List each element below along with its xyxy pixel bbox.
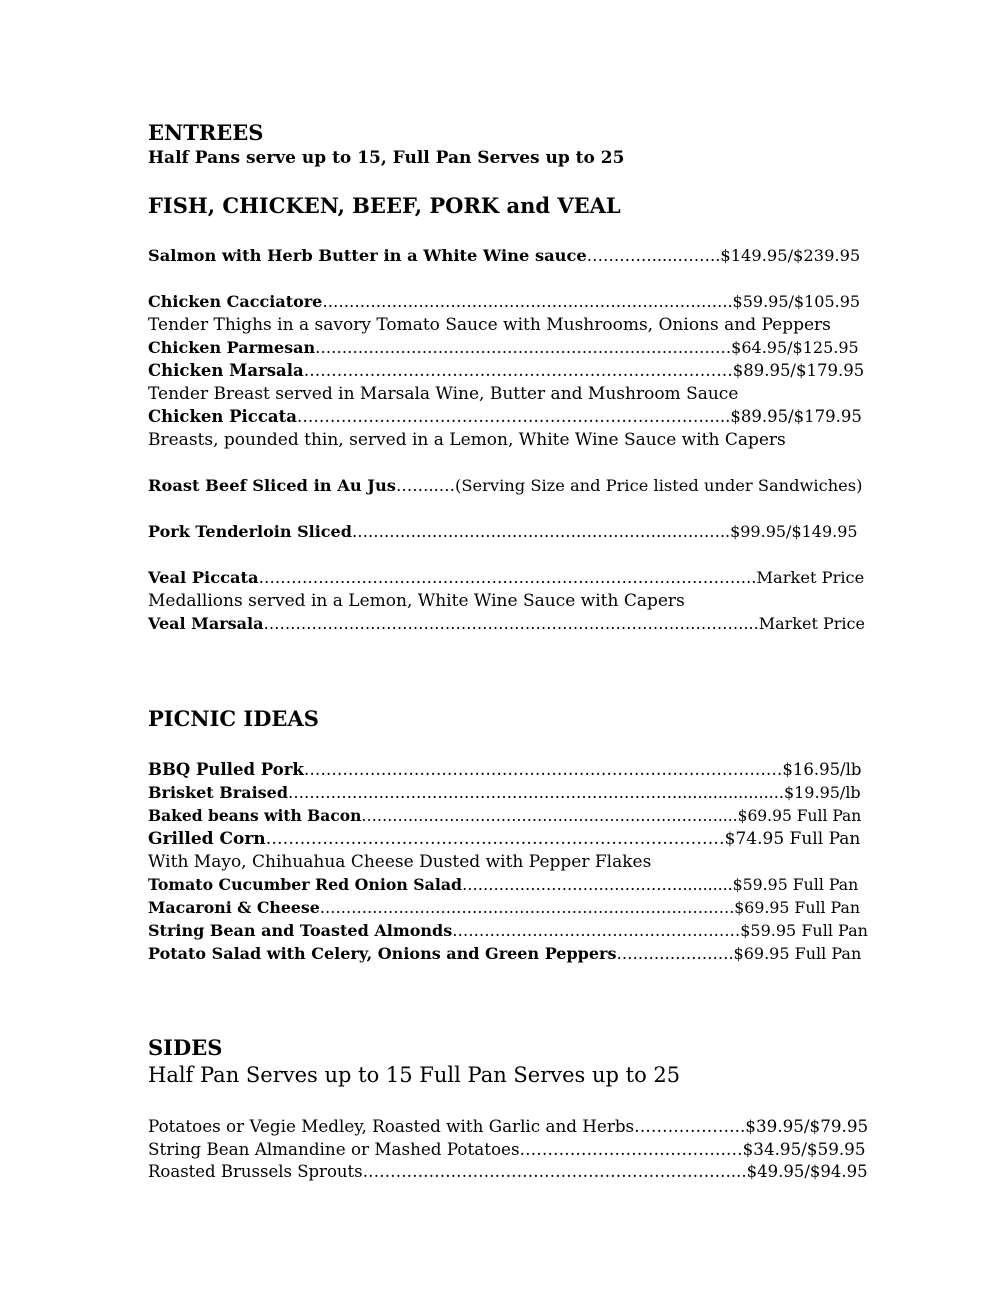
item-description: Tender Thighs in a savory Tomato Sauce with Mushrooms, Onions and Peppers	[148, 315, 831, 335]
item-name: Roast Beef Sliced in Au Jus	[148, 476, 396, 495]
item-name: Chicken Marsala	[148, 361, 304, 380]
item-name: Potato Salad with Celery, Onions and Green Peppers	[148, 944, 617, 963]
sides-heading: SIDES	[148, 1035, 223, 1060]
item-price: ……………………………………………………………………$64.95/$125.95	[315, 338, 859, 357]
item-name: Salmon with Herb Butter in a White Wine sauce	[148, 246, 587, 265]
item-price: ……………………………………………………………....$69.95 Full Pan	[361, 807, 862, 825]
item-price: ……………………………………..........$59.95 Full Pan	[462, 875, 859, 894]
item-price: ……………………………………………………………………………$16.95/lb	[303, 760, 862, 779]
item-name: Chicken Parmesan	[148, 338, 316, 357]
item-price: ……..…(Serving Size and Price listed under Sandwiches)	[395, 476, 863, 495]
entrees-subtitle: Half Pans serve up to 15, Full Pan Serves up to 25	[148, 148, 625, 168]
menu-item	[148, 897, 860, 919]
item-name: Chicken Cacciatore	[148, 292, 323, 311]
item-price: …………………………………………………………………….$69.95 Full Pan	[319, 898, 860, 917]
menu-item	[148, 943, 861, 965]
menu-item	[148, 475, 862, 497]
item-name: Macaroni & Cheese	[148, 898, 320, 917]
item-price: …………………………………………………………………....$89.95/$179.95	[296, 407, 862, 426]
item-name: String Bean and Toasted Almonds	[148, 921, 453, 940]
side-item: String Bean Almandine or Mashed Potatoes……………………………….…$34.95/$59.95	[148, 1139, 866, 1159]
item-name: Brisket Braised	[148, 783, 289, 802]
menu-item	[148, 291, 860, 313]
item-price: ……………………………………………………………………$89.95/$179.95	[303, 361, 865, 380]
menu-item	[148, 782, 861, 804]
item-name: Pork Tenderloin Sliced	[148, 522, 352, 541]
picnic-heading: PICNIC IDEAS	[148, 706, 319, 731]
item-price: ………………….$69.95 Full Pan	[616, 944, 862, 963]
item-name: Tomato Cucumber Red Onion Salad	[148, 875, 463, 894]
item-name: Veal Marsala	[148, 614, 264, 633]
menu-item	[148, 920, 868, 942]
item-name: Baked beans with Bacon	[148, 806, 362, 825]
item-price: …………………………………………………………………..$59.95/$105.95	[322, 292, 861, 311]
item-name: BBQ Pulled Pork	[148, 760, 304, 779]
item-price: ………………………………………………………………………………..Market Price	[258, 568, 865, 587]
item-description: Tender Breast served in Marsala Wine, Butter and Mushroom Sauce	[148, 384, 739, 404]
entrees-heading: ENTREES	[148, 120, 264, 145]
item-price: ………………………………………………………………………………...Market Price	[263, 614, 865, 633]
menu-item	[148, 805, 861, 827]
menu-item	[148, 874, 858, 896]
menu-item	[148, 828, 860, 850]
menu-item	[148, 337, 859, 359]
item-price: ………………………………………………$59.95 Full Pan	[452, 921, 868, 940]
menu-item	[148, 406, 862, 428]
menu-item	[148, 521, 858, 543]
item-description: With Mayo, Chihuahua Cheese Dusted with Pepper Flakes	[148, 852, 652, 872]
entrees-category-heading: FISH, CHICKEN, BEEF, PORK and VEAL	[148, 193, 621, 218]
item-price: ……………………………………………………………..$99.95/$149.95	[351, 522, 858, 541]
menu-item	[148, 613, 865, 635]
menu-item	[148, 360, 864, 382]
item-description: Medallions served in a Lemon, White Wine Sauce with Capers	[148, 591, 685, 611]
menu-item	[148, 759, 861, 781]
item-name: Chicken Piccata	[148, 407, 297, 426]
menu-item	[148, 567, 864, 589]
item-price: ………….....……..$149.95/$239.95	[586, 246, 861, 265]
side-item: Roasted Brussels Sprouts…………………………………………………………....$49.95/$94.95	[148, 1162, 868, 1181]
side-item: Potatoes or Vegie Medley, Roasted with Garlic and Herbs………………..$39.95/$79.95	[148, 1116, 869, 1136]
item-name: Veal Piccata	[148, 568, 259, 587]
item-price: ………………………………………………………………......................$19.95/lb	[288, 783, 861, 802]
sides-subtitle: Half Pan Serves up to 15 Full Pan Serves up to 25	[148, 1063, 681, 1087]
item-price: ………………………………………………………………………$74.95 Full Pan	[265, 829, 861, 849]
menu-item	[148, 245, 860, 267]
item-name: Grilled Corn	[148, 829, 266, 849]
item-description: Breasts, pounded thin, served in a Lemon, White Wine Sauce with Capers	[148, 430, 786, 450]
